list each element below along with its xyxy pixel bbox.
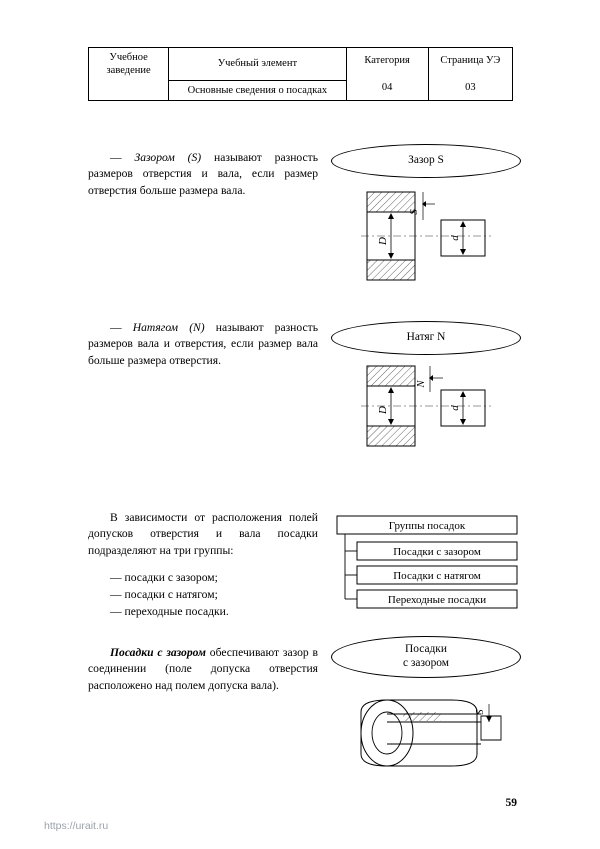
p3-text: В зависимости от расположения полей допусков отверстия и вала посадки подразделяют на три группы: <box>88 511 318 557</box>
p2-symbol: (N) <box>178 321 216 334</box>
page-label: Страница УЭ <box>440 54 501 66</box>
p1-symbol: (S) <box>174 151 215 164</box>
label-clearance: S <box>475 709 486 715</box>
paragraph-gap <box>88 150 318 199</box>
cell-institution <box>89 48 169 81</box>
paragraph-interference <box>88 320 318 369</box>
gap-diagram-svg <box>331 186 521 286</box>
label-hole-diameter: D <box>377 406 389 414</box>
figure-clearance-fit-sketch <box>331 682 521 774</box>
caption-clearance-fit <box>403 643 449 670</box>
groups-item-1: Посадки с зазором <box>393 546 481 558</box>
list-item: — посадки с натягом; <box>110 587 218 601</box>
p2-rest: называют разность размеров вала и отверстия, если размер вала больше размера отверстия. <box>88 321 318 367</box>
header-table <box>88 47 513 101</box>
paragraph-clearance-fit <box>88 645 318 694</box>
clearance-fit-svg <box>331 682 521 774</box>
p2-term: Натягом <box>132 321 179 334</box>
caption-line2: с зазором <box>403 657 449 669</box>
cell-institution-empty <box>89 80 169 100</box>
groups-item-3: Переходные посадки <box>387 594 487 606</box>
groups-item-2: Посадки с натягом <box>393 570 481 582</box>
institution-line1: Учебное <box>109 52 148 63</box>
label-hole-diameter: D <box>377 237 389 245</box>
category-value: 04 <box>381 81 393 93</box>
p4-rest: обеспечивают зазор в соединении (поле допуска отверстия расположено над полем допуска вала). <box>88 646 319 692</box>
caption-line1: Посадки <box>405 643 447 656</box>
label-shaft-diameter: d <box>449 235 461 241</box>
p1-lead: — <box>110 151 135 164</box>
cell-page-header <box>428 48 512 101</box>
groups-title: Группы посадок <box>388 520 466 532</box>
label-interference: N <box>416 380 427 388</box>
caption-ellipse-gap <box>331 144 521 178</box>
caption-gap-text: Зазор S <box>408 154 444 167</box>
watermark-url: https://urait.ru <box>44 820 109 832</box>
bullet-list <box>88 570 318 620</box>
cell-element-header: Учебный элемент <box>169 48 346 81</box>
table-row <box>89 48 513 81</box>
figure-interference-diagram <box>331 362 521 454</box>
category-label: Категория <box>364 54 410 66</box>
list-item: — переходные посадки. <box>110 604 229 618</box>
caption-ellipse-clearance-fit <box>331 636 521 678</box>
interference-diagram-svg <box>331 362 521 454</box>
p1-rest: называют разность размеров отверстия и вала, если размер отверстия больше размера вала. <box>88 151 318 197</box>
fit-groups-svg <box>331 512 521 612</box>
list-item: — посадки с зазором; <box>110 571 218 584</box>
figure-fit-groups <box>331 512 521 612</box>
cell-category-header <box>346 48 428 101</box>
p1-term: Зазором <box>134 151 175 164</box>
p2-lead: — <box>110 321 133 334</box>
paragraph-groups-intro <box>88 510 318 559</box>
p4-term: Посадки с зазором <box>110 646 206 659</box>
institution-line2: заведение <box>106 65 151 77</box>
label-shaft-diameter: d <box>449 405 461 411</box>
caption-ellipse-interference <box>331 321 521 355</box>
page-number: 59 <box>505 797 517 809</box>
label-gap: S <box>409 209 420 215</box>
caption-interference-text: Натяг N <box>406 331 446 344</box>
page-value: 03 <box>465 81 476 93</box>
figure-gap-diagram <box>331 186 521 286</box>
cell-element-value: Основные сведения о посадках <box>169 80 346 100</box>
